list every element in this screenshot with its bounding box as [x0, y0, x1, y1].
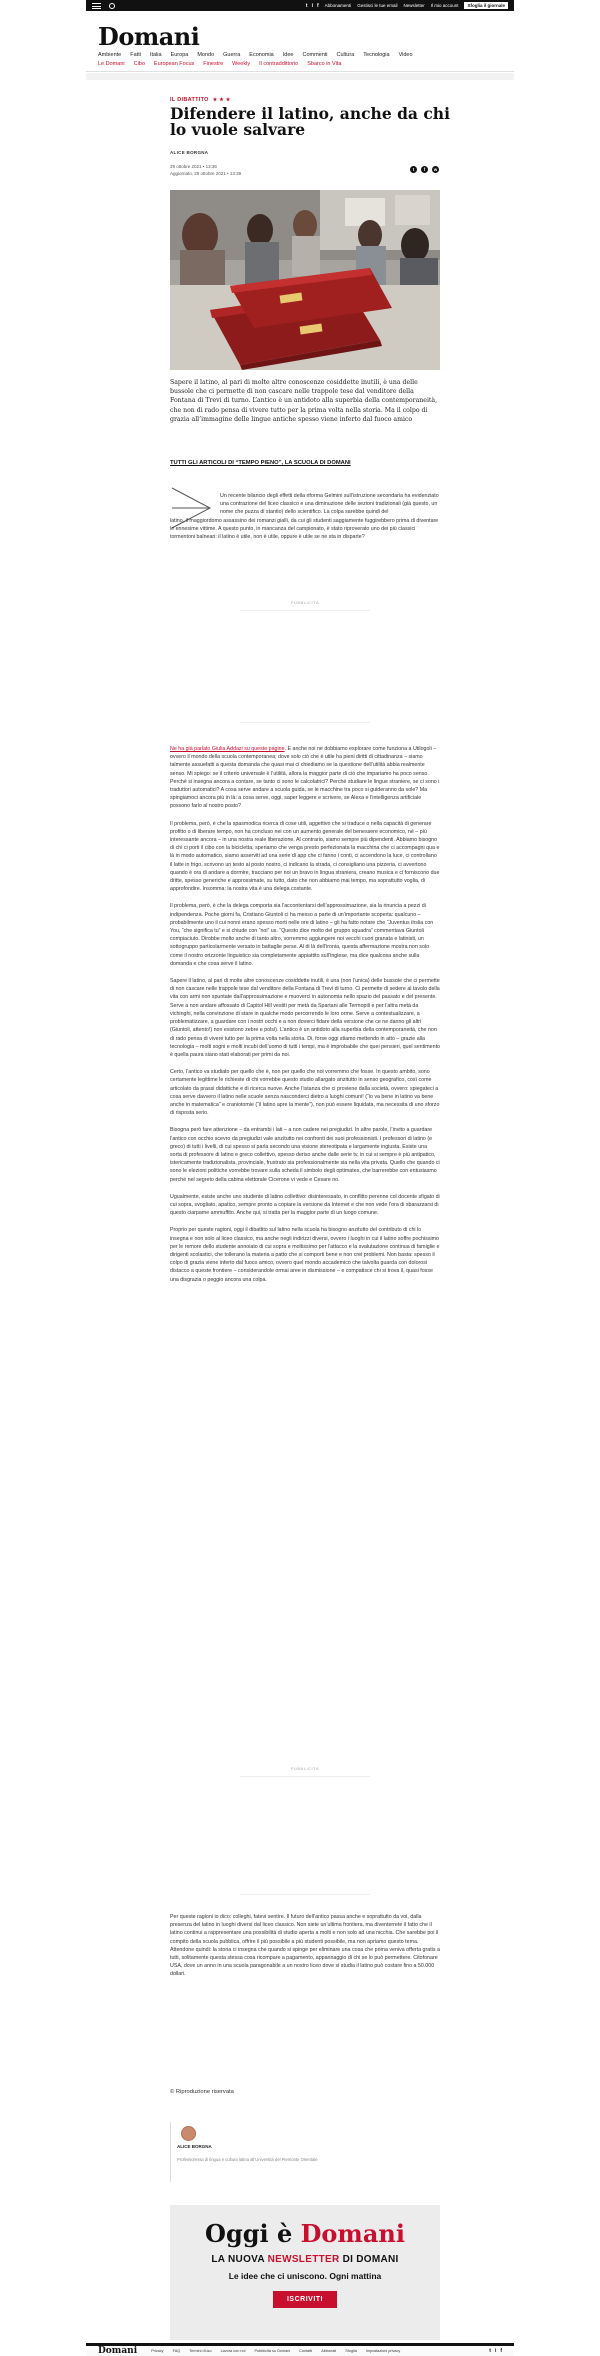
subnav-item[interactable]: Cibo	[133, 61, 145, 67]
footer-link[interactable]: FAQ	[172, 2349, 181, 2353]
subnav-item[interactable]: Sbarco in Vita	[307, 61, 342, 67]
promo-tagline: Le idee che ci uniscono. Ogni mattina	[228, 2271, 382, 2281]
author-box	[170, 2122, 440, 2182]
nav-item[interactable]: Europa	[170, 52, 189, 58]
menu-icon[interactable]	[92, 3, 101, 9]
subnav-item[interactable]: Weekly	[232, 61, 251, 67]
stars-icon: ★ ★ ★	[212, 97, 231, 103]
sub-nav	[98, 61, 341, 67]
date-updated: Aggiornato, 29 ottobre 2021 • 13:39	[170, 171, 242, 176]
ad-divider	[240, 610, 370, 611]
main-nav	[98, 52, 413, 58]
twitter-icon[interactable]: t	[305, 2, 308, 9]
footer-link[interactable]: Termini d’uso	[189, 2349, 212, 2353]
footer-link[interactable]: Lavora con noi	[220, 2349, 246, 2353]
inline-link[interactable]: Ne ha già parlato Giulia Addazi su queste pagine	[170, 746, 285, 752]
summary-rest: latino, il maggiordomo assassino dei romanzi gialli, da cui gli studenti saggiamente fuggirebbero prima di diventare le ennesime vittime. A questo punto, in mancanza del campionato, è stato riproverato uno dei più classici tormentoni balneari: il latino è utile, non è utile, oppure è utile se ne sta in disparte?	[170, 517, 439, 541]
share-whatsapp-icon[interactable]: w	[433, 167, 438, 172]
article-body	[170, 745, 440, 1293]
topbar-link-abbonamenti[interactable]: Abbonamenti	[324, 3, 352, 8]
promo-title: Oggi è Domani	[205, 2219, 405, 2248]
nav-item[interactable]: Video	[398, 52, 413, 58]
article-author[interactable]: ALICE BORGNA	[170, 150, 209, 155]
nav-item[interactable]: Tecnologia	[363, 52, 390, 58]
footer	[86, 2346, 514, 2356]
topbar-link-account[interactable]: Il mio account	[430, 3, 459, 8]
nav-divider	[86, 71, 514, 72]
paragraph: Ugualmente, esiste anche uno studente di latino collettivo: disinteressato, in conflitto perenne col docente sfigato di cui sopra, svogliato, apatico, sempre pronto a copiare la versione da Internet e che non vede l’ora di sbarazzarsi di questo ciarpame ammuffito. Anche qui, si tratta per la maggior parte di un luogo comune.	[170, 1193, 440, 1217]
footer-twitter-icon[interactable]: t	[489, 2348, 491, 2354]
copyright: © Riproduzione riservata	[170, 2089, 234, 2095]
ad-divider	[240, 1894, 370, 1895]
nav-item[interactable]: Ambiente	[98, 52, 122, 58]
paragraph: Per queste ragioni io dico: colleghi, fatevi sentire. Il futuro dell’antico passa anche e soprattutto da voi, dalla presenza del latino in luoghi diversi dal liceo classico. Non siete un’ultima frontiera, ma diventerrete il fatto che il latino continui a rappresentare una possibilità di studio aperta a molti e non solo ad una nicchia. Che sarebbe poi il compito della scuola pubblica, offrire il più possibile a più studenti possibile, ma non apriamo questo tema. Attendone quindi: la storia ci insegna che quando si spinge per eliminare una cosa che prima veniva offerta gratis a tutti, solitamente questa stessa cosa ricompare a pagamento, appannaggio di chi se lo può permettere. Citofonare USA, dove un anno in una scuola paragonabile a un nostro liceo dove si studia il latino può costare fino a 50.000 dollari.	[170, 1914, 440, 1978]
paragraph: Sapere il latino, al pari di molte altre conoscenze cosiddette inutili, è una (non l’unica) delle bussole che ci permette di non cascare nelle trappole tese dal venditore della Fontana di Trevi di turno. Ci permette di sedere al tavolo della vita con armi non spuntate dall’approssimazione e muoverci in autonomia nello spazio del passato e del presente. Serve a non andare affossato di Capitol Hill vestiti per metà da Spartani alle Termopili e per l’altra metà da vichinghi, nella convinzione di stare in qualche modo percorrendo le loro orme. Serve a contestualizzare, a problematizzare, a guardare con i nostri occhi e a non doverci fidare della versione che ce ne danno gli altri (Giuntoli, attento!) non esistono zebre e polsi). L’antico è un antidoto alla superbia della contemporaneità, che non di rado pensa di vivere tutto per la prima volta nella storia. Di, forse oggi stiamo mettendo in atto – grazie alla tecnologia – molti sogni e molti incubi dell’uomo di tutti i tempi, ma è improbabile che quei pensieri, quel sentimento è quella paura siano stati elaborati per primi da noi.	[170, 978, 440, 1058]
footer-link[interactable]: Privacy	[151, 2349, 164, 2353]
paragraph: Bisogna però fare attenzione – da entrambi i lati – a non cadere nei pregiudizi. In altre parole, l’invito a guardare l’antico con occhio scevro da pregiudizi vale anzitutto nei confronti dei suoi professionisti. I professori di latino (e greco) di tutti i livelli, di cui spesso si parla secondo una visione stereotipata e largamente ingiusta. Esiste una sorta di professore di latino e greco collettivo, spesso deriso anche dalle serie tv, in cui si sempre è più antipatico, istericamente tradizionalista, provinciale, frustrato sia professionalmente sia nella vita privata. Quello che quando ci sono le elezioni politiche vorrebbe trovare sulla scheda il simbolo degli optimates, che barrerebbe con entusiasmo perché nel segreto della cabina elettorale Cicerone vi vede e Cesare no.	[170, 1127, 440, 1183]
subnav-item[interactable]: European Focus	[153, 61, 195, 67]
article-summary	[170, 492, 440, 541]
paragraph: Il problema, però, è che la delega comporta sia l’accontentarsi dell’approssimazione, sia la rinuncia a pezzi di indipendenza. Poche giorni fa, Cristiano Giuntoli ci ha messo a parte di un’importante scoperta: qualcuno – probabilmente uno il cui nonni erano spesso morti nelle ore di latino – gli ha fatto notare che “Juventus ihslia con You, “che significa tu” e si chiude con “noi” us. “Questo dice molto del gruppo squadra” commentava Giuntoli compiaciuto. Dirobbe molto anche di tanto altro, vorremmo aggiungere noi vecchi cuori granata e latinisti, un sottogruppo particolarmente versato in battaglie perse. Al di là dell’ironia, questa affermazione mostra non solo come il nostro orizzonte linguistico sia completamente appiattito sull’inglese, ma dice qualcosa anche sulla domanda e che cosa serve il latino.	[170, 903, 434, 967]
ad-divider	[240, 722, 370, 723]
top-bar	[86, 0, 514, 11]
ad-divider	[240, 1776, 370, 1777]
footer-link[interactable]: Pubblicità su Domani	[254, 2349, 291, 2353]
ad-label: PUBBLICITÀ	[290, 600, 320, 605]
share-buttons	[410, 166, 439, 173]
summary-first: Un recente bilancio degli effetti della riforma Gelmini sull’istruzione secondaria ha evidenziato una contrazione del liceo classico e una diminuzione delle sezioni tradizionali (già questo, un nome che puzza di stantio) dello scientifico. La colpa sarebbe quindi del	[220, 493, 439, 516]
author-box-name[interactable]: ALICE BORGNA	[177, 2144, 212, 2149]
subscribe-button[interactable]: ISCRIVITI	[273, 2291, 337, 2308]
nav-item[interactable]: Italia	[149, 52, 162, 58]
share-twitter-icon[interactable]: t	[410, 166, 417, 173]
facebook-icon[interactable]: f	[316, 2, 319, 9]
footer-link[interactable]: Contatti	[299, 2349, 313, 2353]
footer-logo[interactable]: Domani	[98, 2346, 138, 2356]
footer-instagram-icon[interactable]: i	[494, 2348, 497, 2354]
topbar-link-newsletter[interactable]: Newsletter	[403, 3, 425, 8]
article-lead: Sapere il latino, al pari di molte altre conoscenze cosiddette inutili, è una delle bussole che ci permette di non cascare nelle trappole tese dal venditore della Fontana di Trevi di turno. L’antico è un antidoto alla superbia della contemporaneità, che non di rado pensa di vivere tutto per la prima volta nella storia. Ma il colpo di grazia all’immagine delle lingue antiche spesso viene inferto dal fuoco amico	[170, 379, 438, 423]
sfoglia-button[interactable]: Sfoglia il giornale	[464, 2, 508, 9]
topbar-link-email[interactable]: Gestisci le tue email	[357, 3, 398, 8]
nav-item[interactable]: Fatti	[130, 52, 141, 58]
nav-item[interactable]: Idee	[282, 52, 294, 58]
nav-item[interactable]: Cultura	[336, 52, 355, 58]
site-logo[interactable]: Domani	[98, 22, 200, 51]
article-kicker[interactable]: IL DIBATTITO ★ ★ ★	[170, 97, 231, 103]
instagram-icon[interactable]: i	[311, 2, 313, 9]
nav-item[interactable]: Commenti	[302, 52, 328, 58]
paragraph: Certo, l’antico va studiato per quello che è, non per quello che noi vorremmo che fosse. In questo ambito, sono certamente legittime le richieste di chi vorrebbe questo studio allargato anzitutto in senso geografico, così come articolato da prassi didattiche e di ricerca nuove. Anche l’istanza che ci proviene dalla società, ovvero: spiegateci a cosa serve davvero il latino nelle scuole senza nasconderci dietro a luoghi comuni! (“io va bene in latino va bene anche in matematica” e craniotomie (“il latino apre la mente”), non può essere liquidata, ma necessita di uno sforzo di risposta serio.	[170, 1069, 440, 1117]
avatar[interactable]	[181, 2126, 196, 2141]
paragraph: Il problema, però, è che la spasmodica ricerca di cose utili, aggettivo che si traduce o nella capacità di generare profitto o di liberare tempo, non ha concluso nei con un aumento generale del benessere economico, né – più interessante ancora – in una nostra reale liberazione. Al contrario, siamo sempre più dipendenti. Abbiamo bisogno di chi ci porti il cibo con la bicicletta, speriamo che venga presto perfezionata la macchina che ci accompagni qua e là in modo automatico, siamo asserviti ad una serie di app che ci fanno i conti, ci accendono la luce, ci controllano il latte in frigo, scrivono un testo al posto nostro, ci indicano la strada, ci consigliano una pizzeria, ci avvertono quando è ora di andare a dormire, tracciano per noi un bravo in lingua straniera, creano musica e ci forniscono due dritte, spesso generiche e approssimate, su tutto, dato che non abbiamo mai tempo, ma soprattutto voglia, di approfondire. Insomma: la nostra vita è una delega costante.	[170, 820, 440, 893]
paragraph: Proprio per queste ragioni, oggi il dibattito sul latino nella scuola ha bisogno anzitutto del contributo di chi lo insegna e non solo al liceo classico, ma anche negli indirizzi diversi, ovvero i luoghi in cui il latino soffre pochissimo per le remore dello studente annoiato di cui sopra e moltissimo per l’attacco e la svalutazione continua di famiglie e dirigenti scolastici, che tollerano la materia a patto che si comporti bene e non crei problemi. Non basta: spesso il colpo di grazia viene inferto dal fuoco amico, ovvero quel mondo accademico che talvolta guarda con dolorosi distacco a queste frontiere – considerandole ormai aree in dismissione – e compatisce chi si trova il, quasi fosse una disgrazia o peggio ancora una colpa.	[170, 1227, 440, 1283]
promo-subtitle: LA NUOVA NEWSLETTER DI DOMANI	[211, 2254, 399, 2265]
article-body-end	[170, 1913, 440, 1988]
subnav-item[interactable]: Il contraddittorio	[259, 61, 299, 67]
footer-link[interactable]: Impostazioni privacy	[365, 2349, 401, 2353]
footer-facebook-icon[interactable]: f	[500, 2348, 502, 2354]
subnav-item[interactable]: Finestre	[203, 61, 224, 67]
article-title: Difendere il latino, anche da chi lo vuole salvare	[170, 104, 450, 139]
ad-strip	[86, 73, 514, 80]
nav-item[interactable]: Guerra	[223, 52, 241, 58]
ad-label: PUBBLICITÀ	[290, 1766, 320, 1771]
nav-item[interactable]: Economia	[249, 52, 274, 58]
newsletter-promo	[170, 2205, 440, 2340]
series-link[interactable]: TUTTI GLI ARTICOLI DI “TEMPO PIENO”, LA SCUOLA DI DOMANI	[170, 460, 351, 466]
search-icon[interactable]	[109, 3, 115, 9]
footer-link[interactable]: Abbonati	[321, 2349, 337, 2353]
subnav-item[interactable]: Le Domani	[98, 61, 125, 67]
date-published: 29 ottobre 2021 • 13:36	[170, 164, 217, 169]
nav-item[interactable]: Mondo	[197, 52, 215, 58]
article-photo	[170, 190, 440, 370]
footer-link[interactable]: Sfoglia	[345, 2349, 357, 2353]
author-box-bio: Professoressa di lingua e cultura latina all’Università del Piemonte Orientale	[177, 2157, 318, 2162]
article-dates	[170, 163, 241, 177]
share-facebook-icon[interactable]: f	[421, 166, 428, 173]
paragraph: Ne ha già parlato Giulia Addazi su queste pagine. E anche noi ne dobbiamo esplorare come funziona a Utilogoli – ovvero il mondo della scuola contemporanea; dove solo ciò che è utile ha pieni diritti di cittadinanza – siamo talmente assuefatti a questa domanda che quasi mai ci chiediamo se la questione dell’utilità abbia realmente senso. Mi spiego: se il criterio universale è l’utilità, allora la maggior parte di ciò che impariamo ha poco senso. Perché si insegna ancora a contare, se tanto ci sono le calcolatrici? Perché studiare le lingue straniere, se ci sono i traduttori automatici? A cosa serve andare a scuola guida, se le macchine tra poco si guideranno da sole? Ma spingiamoci ancora più in là: a cosa serve, oggi, saper leggere e scrivere, se Alexa e l’intelligenza artificiale possono farlo al nostro posto?	[170, 746, 440, 810]
